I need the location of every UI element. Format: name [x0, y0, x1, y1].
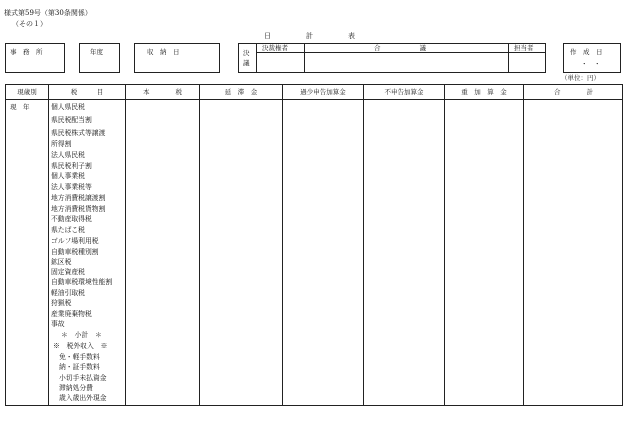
- table-header-line: [5, 99, 623, 100]
- tax-row: 県たばこ税: [51, 226, 85, 234]
- created-date-dots: ・ ・: [581, 60, 601, 68]
- col-header-delinquency: 延 滞 金: [224, 88, 258, 96]
- col-header-underreport-penalty: 過少申告加算金: [300, 88, 346, 96]
- tax-row: 県民税株式等譲渡: [51, 129, 106, 137]
- col-header-nonfiling-penalty: 不申告加算金: [384, 88, 424, 96]
- authority-stamp-cell[interactable]: [257, 53, 303, 72]
- tax-row: 県民税配当割: [51, 116, 92, 124]
- tax-row: 地方消費税貨物割: [51, 205, 106, 213]
- col-divider-5: [363, 84, 364, 406]
- created-date-label: 作 成 日: [570, 48, 603, 56]
- receipt-date-label: 収 納 日: [147, 48, 180, 56]
- authority-label: 決裁権者: [262, 44, 288, 52]
- form-number: 様式第59号（第30条関係）: [4, 9, 92, 17]
- tax-row: 法人県民税: [51, 151, 85, 159]
- person-in-charge-label: 担当者: [514, 44, 534, 52]
- tax-row: 不動産取得税: [51, 215, 92, 223]
- tax-row: 個人事業税: [51, 172, 85, 180]
- tax-row: 免・軽手数料: [59, 353, 100, 361]
- col-header-year-type: 現歳別: [17, 88, 37, 96]
- tax-row: 歳入歳出外現金: [59, 394, 107, 402]
- decision-label-top: 決: [243, 49, 250, 57]
- office-box[interactable]: [5, 43, 65, 73]
- tax-row: 個人県民税: [51, 103, 85, 111]
- tax-row: 固定資産税: [51, 268, 85, 276]
- tax-row: 産業廃棄物税: [51, 310, 92, 318]
- tax-row: 自動車税種別割: [51, 248, 99, 256]
- col-divider-7: [523, 84, 524, 406]
- tax-row: 所得割: [51, 140, 72, 148]
- tax-row: 狩猟税: [51, 299, 72, 307]
- tax-row: 自動車税環境性能割: [51, 278, 113, 286]
- col-divider-3: [199, 84, 200, 406]
- tax-row: 小切手未払資金: [59, 374, 107, 382]
- tax-row: 鉱区税: [51, 258, 72, 266]
- col-divider-4: [282, 84, 283, 406]
- tax-row: 地方消費税譲渡割: [51, 194, 106, 202]
- decision-label-bottom: 議: [243, 59, 250, 67]
- sub-number: （その１）: [12, 20, 47, 28]
- tax-row: 納・証手数料: [59, 363, 100, 371]
- year-box[interactable]: [79, 43, 120, 73]
- tax-row: 軽油引取税: [51, 289, 85, 297]
- tax-row: ゴルフ場利用税: [51, 237, 99, 245]
- col-header-total: 合 計: [554, 88, 593, 96]
- unit-label: （単位：円）: [561, 74, 600, 82]
- col-header-heavy-penalty: 重 加 算 金: [461, 88, 507, 96]
- tax-row: 滞納処分費: [59, 384, 93, 392]
- council-stamp-cell[interactable]: [305, 53, 507, 72]
- year-label: 年度: [90, 48, 103, 56]
- col-divider-6: [444, 84, 445, 406]
- tax-row: 県民税利子割: [51, 162, 92, 170]
- page-title: 日 計 表: [264, 32, 355, 40]
- col-header-tax-item: 税 目: [70, 88, 104, 96]
- col-divider-2: [125, 84, 126, 406]
- col-divider-1: [48, 84, 49, 406]
- person-stamp-cell[interactable]: [509, 53, 545, 72]
- tax-row: 事故: [51, 320, 65, 328]
- tax-row-subtotal: ＊ 小計 ＊: [61, 331, 102, 339]
- office-label: 事 務 所: [10, 48, 43, 56]
- council-label: 合 議: [374, 44, 426, 52]
- tax-row-nontax-header: ※ 税外収入 ※: [53, 342, 108, 350]
- col-header-principal-tax: 本 税: [143, 88, 182, 96]
- created-date-box[interactable]: [563, 43, 621, 73]
- tax-row: 法人事業税等: [51, 183, 92, 191]
- current-year-label: 現 年: [10, 103, 30, 111]
- receipt-date-box[interactable]: [134, 43, 220, 73]
